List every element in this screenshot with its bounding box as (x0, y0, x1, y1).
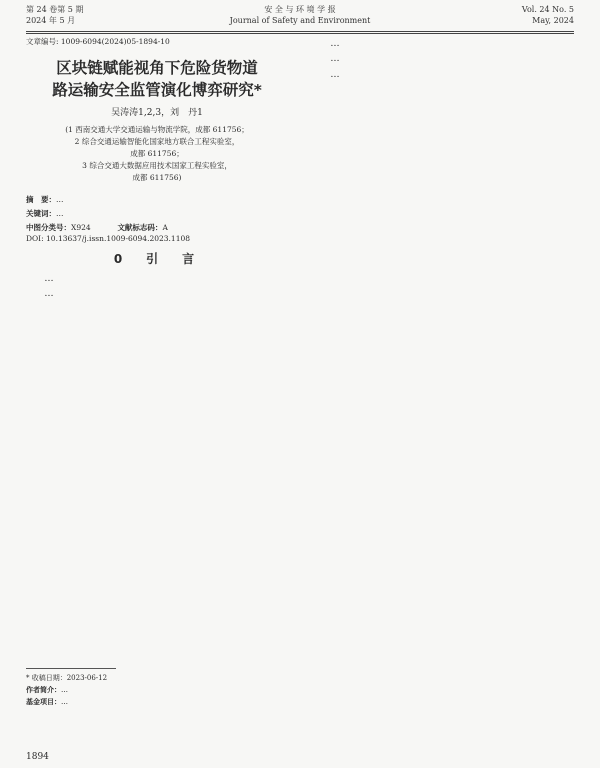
header-volume-en: Vol. 24 No. 5 (521, 5, 574, 14)
paragraph: … (330, 68, 340, 80)
author-bio: … (61, 686, 68, 694)
paragraph: … (44, 273, 54, 284)
paragraph: … (330, 38, 340, 49)
paragraph: … (330, 53, 340, 65)
title-line-2: 路运输安全监管演化博弈研究* (52, 81, 262, 99)
fund-text: … (61, 698, 68, 706)
doc-code-label: 文献标志码： (117, 223, 163, 232)
affiliation-line: 2 综合交通运输智能化国家地方联合工程实验室， (74, 137, 240, 146)
authors: 吴涛涛1,2,3，刘 丹1 (111, 108, 203, 118)
header-date-en: May, 2024 (532, 16, 574, 25)
header-rule (26, 31, 574, 32)
affiliation-line: (1 西南交通大学交通运输与物流学院，成都 611756； (65, 125, 249, 134)
running-header (26, 4, 574, 32)
page-number: 1894 (26, 752, 49, 762)
section-heading: 0 引 言 (113, 252, 201, 266)
header-rule-thin (26, 33, 574, 34)
journal-title: 安 全 与 环 境 学 报 (264, 5, 336, 14)
doi: DOI: 10.13637/j.issn.1009-6094.2023.1108 (26, 234, 191, 243)
abstract-label: 摘 要： (26, 195, 56, 204)
affiliation-line: 3 综合交通大数据应用技术国家工程实验室， (82, 161, 232, 170)
keywords-text: … (56, 209, 64, 218)
left-column (26, 36, 288, 302)
journal-title-en: Journal of Safety and Environment (229, 16, 371, 25)
keywords-label: 关键词： (26, 209, 56, 218)
received-date: * 收稿日期：2023-06-12 (26, 674, 108, 682)
abstract (26, 194, 288, 220)
affiliation-line: 成都 611756) (132, 173, 182, 182)
right-column (312, 36, 574, 82)
affiliation-line: 成都 611756； (130, 149, 184, 158)
header-volume: 第 24 卷第 5 期 (26, 5, 84, 14)
paragraph: … (44, 288, 54, 300)
clc-label: 中图分类号： (26, 223, 71, 232)
footnote (26, 668, 288, 708)
footnote-rule (26, 668, 116, 669)
title-line-1: 区块链赋能视角下危险货物道 (56, 59, 258, 77)
classification (26, 222, 288, 233)
abstract-text: … (56, 195, 64, 204)
affiliations (26, 124, 288, 184)
fund-label: 基金项目： (26, 697, 61, 706)
doc-code-value: A (162, 223, 168, 232)
left-body (26, 271, 288, 302)
author-bio-label: 作者简介： (26, 685, 61, 694)
article-title (26, 57, 288, 101)
article-id: 文章编号: 1009-6094(2024)05-1894-10 (26, 37, 170, 46)
header-date: 2024 年 5 月 (26, 16, 76, 25)
clc-value: X924 (71, 223, 91, 232)
